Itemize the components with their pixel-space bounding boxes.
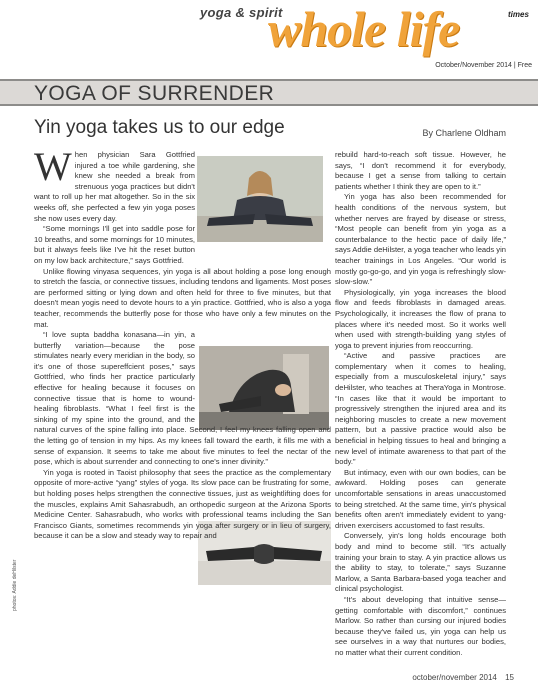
- title-bar: [0, 79, 538, 106]
- paragraph: hen physician Sara Gottfried injured a toe while gardening, she knew she needed a break from strenuous yoga practices but didn't want to roll up her mat altogether. So in the six weeks off, she perfected a few yin yoga poses she now uses every day.: [34, 150, 195, 223]
- page-footer: [412, 673, 514, 682]
- photo-credit: photos: Addie deHilster: [12, 559, 18, 611]
- paragraph: “It's about developing that intuitive sense—getting comfortable with discomfort,” continues Marlow. So rather than cursing our injured bodies because they've failed us, yin yoga can help us see ourselves in a way that nurtures our bodies, no matter what their current condition.: [335, 594, 506, 657]
- masthead: [0, 0, 538, 80]
- column-right: [335, 150, 506, 655]
- page-number: 15: [505, 673, 514, 682]
- footer-issue: october/november 2014: [412, 673, 497, 682]
- paragraph: “Some mornings I'll get into saddle pose for 10 breaths, and some mornings for 10 minutes, but it always feels like I've hit the reset button on my low back architecture,” says Gottfried.: [34, 224, 195, 265]
- paragraph: rebuild hard-to-reach soft tissue. However, he says, “I don't recommend it for everybody, because I get a sense from talking to certain patients whether I think they are open to it.”: [335, 150, 506, 191]
- paragraph: Yin yoga is rooted in Taoist philosophy that sees the practice as the complementary opposite of more-active “yang” styles of yoga. Its slow pace can be frustrating for some, but holding poses helps strengthen the connective tissues, just as weightlifting does for the muscles, explains Amit Sahasrabudh, an orthopedic surgeon at the Arizona Sports Medicine Center. Sahasrabudh, who works with professional teams including the San Francisco Giants, sometimes recommends yin yoga after surgery or in lieu of surgery, because it can be a slow and steady way to repair and: [34, 467, 331, 541]
- paragraph: Physiologically, yin yoga increases the blood flow and feeds fibroblasts in damaged areas. Psychologically, it increases the flow of prana to places where it's needed most. So it works well when used with strength-building yang styles of yoga to prevent injuries from reoccurring.: [335, 287, 506, 350]
- brand-suffix: times: [508, 10, 529, 19]
- article-title: YOGA OF SURRENDER: [34, 82, 275, 105]
- paragraph: Yin yoga has also been recommended for health conditions of the nervous system, but whether nerves are frayed by disease or stress, “Most people can benefit from yin yoga as a counterbalance to the hectic pace of daily life,” says Addie deHilster, a yoga teacher who leads yin teacher trainings in Los Angeles. “Our world is mostly go-go-go, and yin yoga is refreshingly slow-slow-slow.”: [335, 192, 506, 287]
- issue-date: October/November 2014 | Free: [435, 62, 532, 69]
- column-left: [34, 144, 331, 655]
- paragraph: “Active and passive practices are complementary when it comes to healing, especially from a musculoskeletal injury,” says deHilster, who teaches at TheraYoga in Montrose. “In cases like that it would be important to progressively strengthen the injured area and its neighboring muscles to create a new movement pattern, but a passive practice would also be beneficial in helping tissues to heal and bringing a new level of intimate awareness to that part of the body.”: [335, 351, 506, 467]
- byline: By Charlene Oldham: [422, 128, 506, 138]
- paragraph: Conversely, yin's long holds encourage both body and mind to become still. “It's actually training your brain to stay. A yin practice allows us the ability to stay, to tolerate,” says Suzanne Marlow, a Santa Barbara-based yoga teacher and clinical psychologist.: [335, 531, 506, 594]
- article-subtitle: Yin yoga takes us to our edge: [34, 117, 285, 138]
- brand-logo: whole life: [268, 1, 460, 57]
- paragraph: Unlike flowing vinyasa sequences, yin yoga is all about holding a pose long enough to stretch the fascia, or connective tissues, including tendons and ligaments. Most poses are performed sitting or lying down and often held for three to five minutes, but that doesn't mean yogis need to devote hours to a yin practice. Gottfried, who is also a yoga teacher, recommends the butterfly pose for those who have only a few minutes on the mat.: [34, 266, 331, 329]
- section-tag: yoga & spirit: [200, 5, 283, 20]
- paragraph: But intimacy, even with our own bodies, can be awkward. Holding poses can generate uncomfortable sensations in areas unaccustomed to being stretched. At the same time, yin's physical benefits often aren't immediately evident to yang-driven exercisers accustomed to fast results.: [335, 467, 506, 530]
- drop-cap: W: [34, 144, 72, 189]
- paragraph: “I love supta baddha konasana—in yin, a butterfly variation—because the pose stimulates nearly every meridian in the body, so it's one of those supereffcient poses,” says Gottfried, who finds her practice particularly effective for healing because it focuses on connective tissue that is home to wound-healing fibroblasts. “What I feel first is the sinking of my spine into the ground, and the natural curves of the spine falling into place. Second, I feel my knees falling open and the letting go of tension in my hips. As my knees fall toward the earth, it fills me with a sense of expansion. It seems to take me about five minutes to feel the nectar of the pose, which is about surrender and connecting to one's inner divinity.”: [34, 330, 331, 467]
